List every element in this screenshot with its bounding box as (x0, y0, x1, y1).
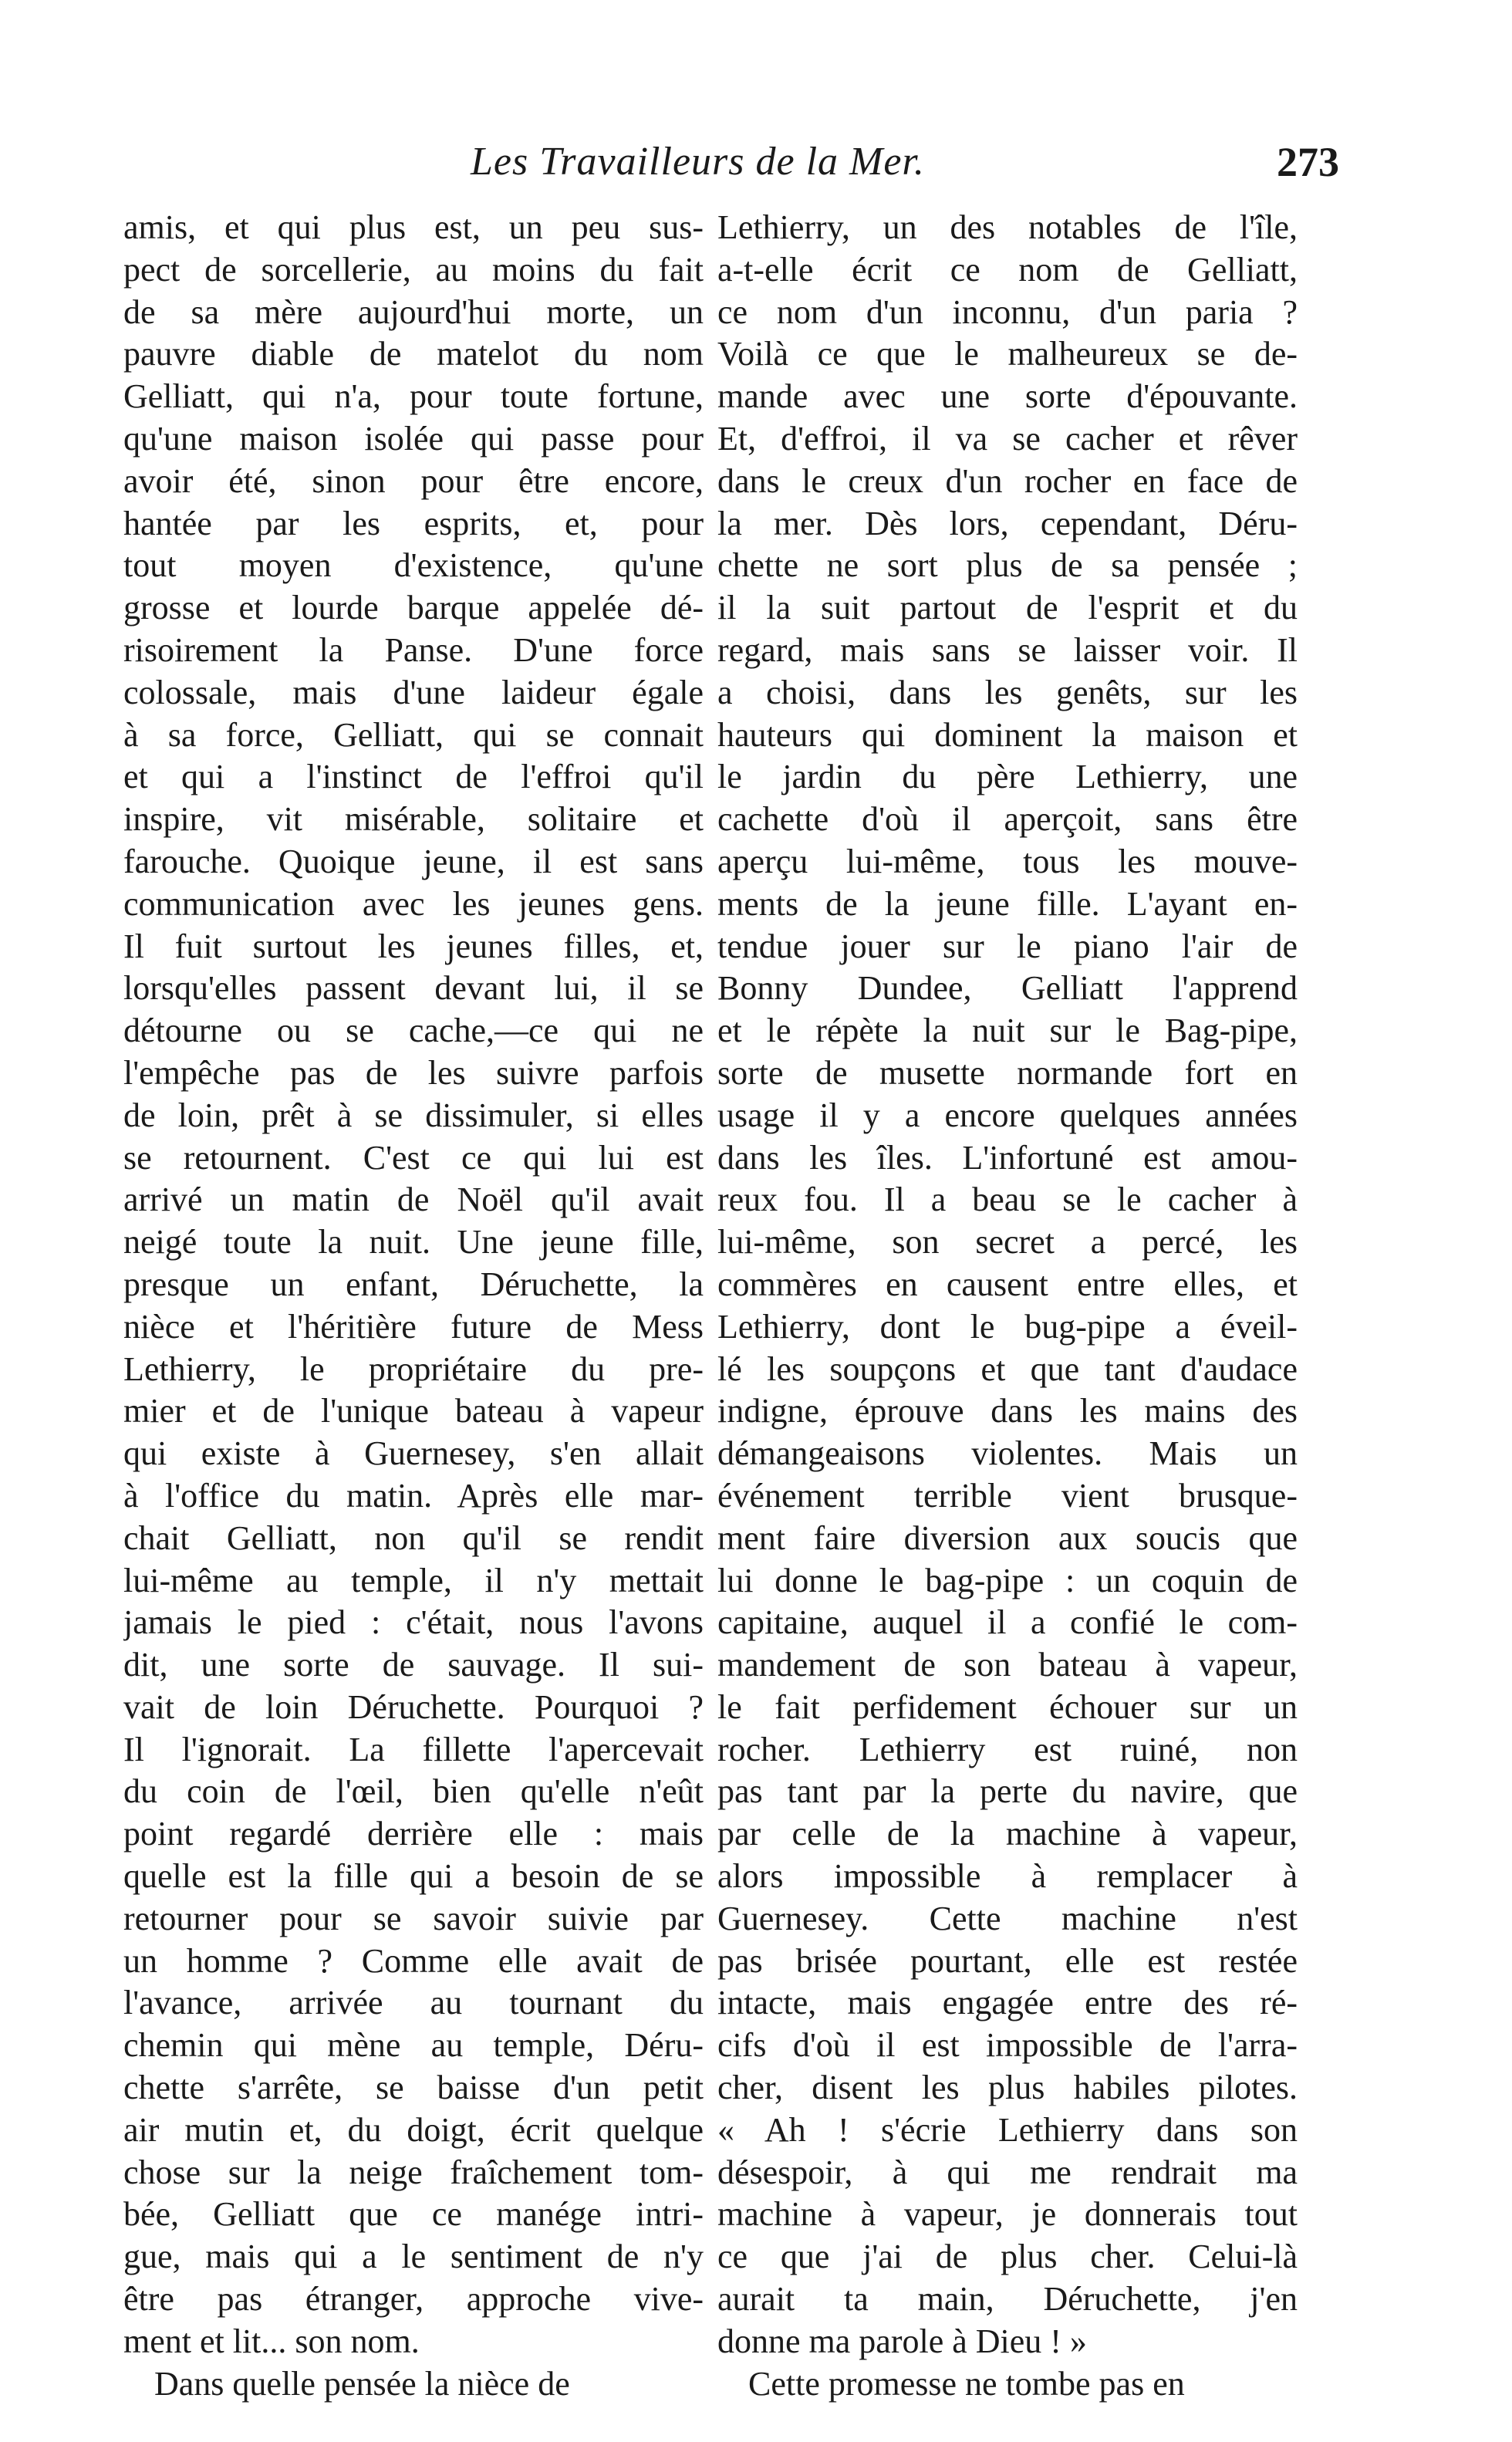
text-line: inspire, vit misérable, solitaire et (123, 800, 704, 839)
text-line: air mutin et, du doigt, écrit quelque (123, 2110, 704, 2149)
text-line: Lethierry, le propriétaire du pre- (123, 1349, 704, 1388)
text-line: par celle de la machine à vapeur, (717, 1815, 1298, 1853)
text-column-left (123, 207, 704, 2405)
text-line: démangeaisons violentes. Mais un (717, 1434, 1298, 1473)
text-line: mandement de son bateau à vapeur, (717, 1646, 1298, 1684)
text-line: événement terrible vient brusque- (717, 1476, 1298, 1515)
text-line: neigé toute la nuit. Une jeune fille, (123, 1223, 704, 1262)
text-line: le fait perfidement échouer sur un (717, 1687, 1298, 1726)
text-line: aurait ta main, Déruchette, j'en (717, 2280, 1298, 2319)
text-line: vait de loin Déruchette. Pourquoi ? (123, 1687, 704, 1726)
text-line: Voilà ce que le malheureux se de- (717, 335, 1298, 373)
text-line: tout moyen d'existence, qu'une (123, 546, 704, 585)
text-line: Lethierry, dont le bug-pipe a éveil- (717, 1307, 1298, 1346)
text-line: hauteurs qui dominent la maison et (717, 715, 1298, 754)
text-line: sorte de musette normande fort en (717, 1053, 1298, 1092)
text-line: indigne, éprouve dans les mains des (717, 1392, 1298, 1430)
page-number: 273 (1277, 139, 1339, 185)
text-line: Dans quelle pensée la nièce de (154, 2364, 570, 2403)
text-line: retourner pour se savoir suivie par (123, 1899, 704, 1937)
text-line: Bonny Dundee, Gelliatt l'apprend (717, 969, 1298, 1008)
text-line: Il fuit surtout les jeunes filles, et, (123, 927, 704, 965)
text-line: se retournent. C'est ce qui lui est (123, 1138, 704, 1177)
text-line: amis, et qui plus est, un peu sus- (123, 208, 704, 246)
text-line: et le répète la nuit sur le Bag-pipe, (717, 1012, 1298, 1050)
text-line: cifs d'où il est impossible de l'arra- (717, 2026, 1298, 2065)
text-line: intacte, mais engagée entre des ré- (717, 1984, 1298, 2022)
text-line: avoir été, sinon pour être encore, (123, 461, 704, 500)
text-line: quelle est la fille qui a besoin de se (123, 1857, 704, 1896)
text-line: chemin qui mène au temple, Déru- (123, 2026, 704, 2065)
text-line: risoirement la Panse. D'une force (123, 630, 704, 669)
text-line: cher, disent les plus habiles pilotes. (717, 2069, 1298, 2107)
text-line: colossale, mais d'une laideur égale (123, 673, 704, 711)
text-line: un homme ? Comme elle avait de (123, 1941, 704, 1980)
text-line: ment faire diversion aux soucis que (717, 1518, 1298, 1557)
text-line: commères en causent entre elles, et (717, 1265, 1298, 1303)
running-title: Les Travailleurs de la Mer. (471, 140, 925, 184)
text-line: lé les soupçons et que tant d'audace (717, 1349, 1298, 1388)
text-line: ce que j'ai de plus cher. Celui-là (717, 2238, 1298, 2276)
text-line: cachette d'où il aperçoit, sans être (717, 800, 1298, 839)
text-line: et qui a l'instinct de l'effroi qu'il (123, 758, 704, 796)
text-line: farouche. Quoique jeune, il est sans (123, 842, 704, 880)
text-line: rocher. Lethierry est ruiné, non (717, 1730, 1298, 1768)
text-line: de sa mère aujourd'hui morte, un (123, 292, 704, 331)
text-line: dans le creux d'un rocher en face de (717, 461, 1298, 500)
text-line: ment et lit... son nom. (123, 2322, 420, 2360)
text-line: l'empêche pas de les suivre parfois (123, 1053, 704, 1092)
text-line: mande avec une sorte d'épouvante. (717, 377, 1298, 416)
text-line: lui-même au temple, il n'y mettait (123, 1561, 704, 1599)
text-line: Lethierry, un des notables de l'île, (717, 208, 1298, 246)
text-line: du coin de l'œil, bien qu'elle n'eût (123, 1772, 704, 1811)
text-line: chette ne sort plus de sa pensée ; (717, 546, 1298, 585)
text-line: bée, Gelliatt que ce manége intri- (123, 2195, 704, 2234)
text-line: Gelliatt, qui n'a, pour toute fortune, (123, 377, 704, 416)
text-line: Il l'ignorait. La fillette l'apercevait (123, 1730, 704, 1768)
text-line: pect de sorcellerie, au moins du fait (123, 250, 704, 289)
text-line: il la suit partout de l'esprit et du (717, 589, 1298, 627)
text-line: alors impossible à remplacer à (717, 1857, 1298, 1896)
text-line: grosse et lourde barque appelée dé- (123, 589, 704, 627)
text-line: pauvre diable de matelot du nom (123, 335, 704, 373)
text-line: Guernesey. Cette machine n'est (717, 1899, 1298, 1937)
text-line: a choisi, dans les genêts, sur les (717, 673, 1298, 711)
text-line: qu'une maison isolée qui passe pour (123, 419, 704, 458)
page-header (0, 131, 1512, 193)
text-column-right (717, 207, 1298, 2405)
text-line: pas brisée pourtant, elle est restée (717, 1941, 1298, 1980)
text-line: regard, mais sans se laisser voir. Il (717, 630, 1298, 669)
text-line: usage il y a encore quelques années (717, 1096, 1298, 1134)
text-line: gue, mais qui a le sentiment de n'y (123, 2238, 704, 2276)
text-line: de loin, prêt à se dissimuler, si elles (123, 1096, 704, 1134)
text-line: presque un enfant, Déruchette, la (123, 1265, 704, 1303)
text-line: arrivé un matin de Noël qu'il avait (123, 1180, 704, 1219)
text-line: machine à vapeur, je donnerais tout (717, 2195, 1298, 2234)
text-line: capitaine, auquel il a confié le com- (717, 1603, 1298, 1642)
text-line: lorsqu'elles passent devant lui, il se (123, 969, 704, 1008)
text-line: désespoir, à qui me rendrait ma (717, 2153, 1298, 2191)
text-line: ce nom d'un inconnu, d'un paria ? (717, 292, 1298, 331)
text-line: nièce et l'héritière future de Mess (123, 1307, 704, 1346)
text-line: dit, une sorte de sauvage. Il sui- (123, 1646, 704, 1684)
text-line: jamais le pied : c'était, nous l'avons (123, 1603, 704, 1642)
text-line: a-t-elle écrit ce nom de Gelliatt, (717, 250, 1298, 289)
text-line: Et, d'effroi, il va se cacher et rêver (717, 419, 1298, 458)
text-line: mier et de l'unique bateau à vapeur (123, 1392, 704, 1430)
text-line: à l'office du matin. Après elle mar- (123, 1476, 704, 1515)
text-line: « Ah ! s'écrie Lethierry dans son (717, 2110, 1298, 2149)
text-line: détourne ou se cache,—ce qui ne (123, 1012, 704, 1050)
text-line: Cette promesse ne tombe pas en (748, 2364, 1185, 2403)
text-line: lui donne le bag-pipe : un coquin de (717, 1561, 1298, 1599)
text-line: aperçu lui-même, tous les mouve- (717, 842, 1298, 880)
text-line: être pas étranger, approche vive- (123, 2280, 704, 2319)
text-line: lui-même, son secret a percé, les (717, 1223, 1298, 1262)
text-line: point regardé derrière elle : mais (123, 1815, 704, 1853)
text-line: qui existe à Guernesey, s'en allait (123, 1434, 704, 1473)
text-line: chette s'arrête, se baisse d'un petit (123, 2069, 704, 2107)
text-line: reux fou. Il a beau se le cacher à (717, 1180, 1298, 1219)
text-line: le jardin du père Lethierry, une (717, 758, 1298, 796)
text-line: dans les îles. L'infortuné est amou- (717, 1138, 1298, 1177)
text-line: chose sur la neige fraîchement tom- (123, 2153, 704, 2191)
text-line: pas tant par la perte du navire, que (717, 1772, 1298, 1811)
text-line: la mer. Dès lors, cependant, Déru- (717, 504, 1298, 542)
text-line: hantée par les esprits, et, pour (123, 504, 704, 542)
text-line: tendue jouer sur le piano l'air de (717, 927, 1298, 965)
text-line: communication avec les jeunes gens. (123, 884, 704, 923)
text-line: chait Gelliatt, non qu'il se rendit (123, 1518, 704, 1557)
text-line: ments de la jeune fille. L'ayant en- (717, 884, 1298, 923)
text-line: l'avance, arrivée au tournant du (123, 1984, 704, 2022)
text-line: à sa force, Gelliatt, qui se connait (123, 715, 704, 754)
text-line: donne ma parole à Dieu ! » (717, 2322, 1087, 2360)
